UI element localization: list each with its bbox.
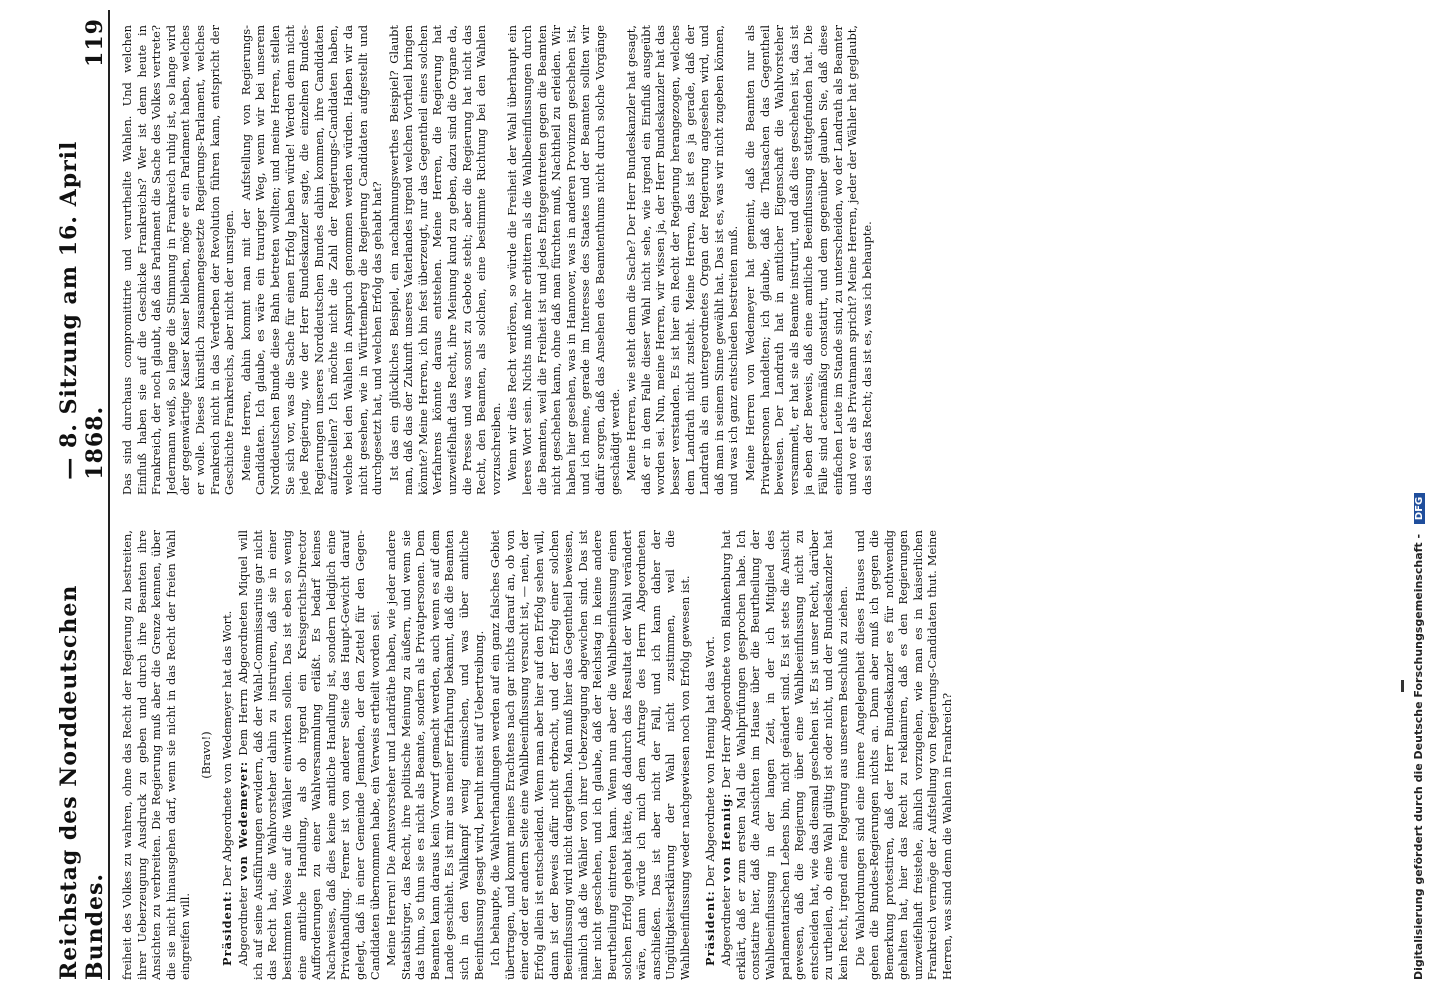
speech-paragraph — [236, 530, 382, 980]
speech-paragraph — [719, 530, 850, 980]
president-remark — [703, 530, 718, 980]
paragraph: Meine Herren von Wedemeyer hat gemeint, daß die Beamten nur als Privatpersonen handelten; ich glaube, daß die Thatsachen das Gegentheil beweisen. Der Landrath hat in amtlicher Eigenschaft die Wahlvorsteher versammelt, er hat sie als Beamte instruirt, und daß dies geschehen ist, das ist ja eben der Beweis, daß eine amtliche Beeinflussung stattgefunden hat. Die Fälle sind actenmäßig constatirt, und dem gegenüber glauben Sie, daß diese einfachen Leute im Stande sind, zu unterscheiden, wo der Landrath als Beamter und wo er als Privatmann spricht? Meine Herren, jeder der Wähler hat geglaubt, das sei das Recht; das ist es, was ich behaupte. — [742, 25, 874, 495]
paragraph: Meine Herren, wie steht denn die Sache? Der Herr Bundeskanzler hat gesagt, daß er in dem Falle dieser Wahl nicht sehe, wie irgend ein Einfluß ausgeübt worden sei. Nun, meine Herren, wir wissen ja, der Herr Bundeskanzler hat das besser verstanden. Es ist hier ein Recht der Regierung herangezogen, welches dem Landrath nicht zusteht. Meine Herren, das ist es ja gerade, daß der Landrath als ein untergeordnetes Organ der Regierung angesehen wird, und daß man in seinem Sinne gewählt hat. Das ist es, was wir nicht zugeben können, und was ich ganz entschieden bestreiten muß. — [624, 25, 741, 495]
paragraph: Wenn wir dies Recht verlören, so würde die Freiheit der Wahl überhaupt ein leeres Wort sein. Nichts muß mehr erbittern als die Wahlbeeinflussungen durch die Beamten, weil die Freiheit ist und jedes Entgegentreten gegen die Beamten nicht geschehen kann, ohne daß man fürchten muß, Nachtheil zu erleiden. Wir haben hier gesehen, was in Hannover, was in anderen Provinzen geschehen ist, und ich meine, gerade im Interesse des Staates und der Beamten sollten wir dafür sorgen, daß das Ansehen des Beamtenthums nicht durch solche Vorgänge geschädigt werde. — [505, 25, 622, 495]
president-remark — [220, 530, 235, 980]
paragraph: Meine Herren, dahin kommt man mit der Aufstellung von Regierungs-Candidaten. Ich glaube, es wäre ein trauriger Weg, wenn wir bei unserem Norddeutschen Bunde diese Bahn betreten wollten; und meine Herren, stellen Sie sich vor, was die Sache für einen Erfolg haben würde! Werden denn nicht jede Regierung, wie der Herr Bundeskanzler sagte, die einzelnen Bundes-Regierungen unseres Norddeutschen Bundes dahin kommen, ihre Candidaten aufzustellen? Ich möchte nicht die Zahl der Regierungs-Candidaten haben, welche bei den Wahlen in Anspruch genommen werden würden. Haben wir da nicht gesehen, wie in Württemberg die Regierung Candidaten aufgestellt und durchgesetzt hat, und welchen Erfolg das gehabt hat? — [238, 25, 385, 495]
president-text: Der Abgeordnete von Hennig hat das Wort. — [702, 636, 717, 887]
left-column — [120, 530, 1414, 980]
publication-title: Reichstag des Norddeutschen Bundes. — [56, 584, 108, 980]
paragraph: Meine Herren! Die Amtsvorsteher und Landräthe haben, wie jeder andere Staatsbürger, das Recht, ihre politische Meinung zu äußern, und wenn sie das thun, so thun sie es nicht als Beamte, sondern als Privatpersonen. Dem Beamten kann daraus kein Vorwurf gemacht werden, auch wenn es auf dem Lande geschieht. Es ist mir aus meiner Erfahrung bekannt, daß die Beamten sich in den Wahlkampf wenig einmischen, und was über amtliche Beeinflussung gesagt wird, beruht meist auf Uebertreibung. — [384, 530, 486, 980]
speech-text: Der Herr Abgeordnete von Blankenburg hat erklärt, daß er zum ersten Mal die Wahlprüfungen gesprochen habe. Ich constatire hier, daß die Ansichten im Hause über die Beurtheilung der Wahlbeeinflussung in der langen Zeit, in der ich Mitglied des parlamentarischen Lebens bin, nicht geändert sind. Es ist stets die Ansicht gewesen, daß die Regierung über eine Wahlbeeinflussung nicht zu entscheiden hat, wie das diesmal geschehen ist. Es ist unser Recht, darüber zu urtheilen, ob eine Wahl gültig ist oder nicht, und der Bundeskanzler hat kein Recht, irgend eine Folgerung aus unserem Beschluß zu ziehen. — [719, 530, 850, 980]
right-column — [120, 25, 1414, 495]
paragraph: Ist das ein glückliches Beispiel, ein nachahmungswerthes Beispiel? Glaubt man, daß das der Zukunft unseres Vaterlandes irgend welchen Vortheil bringen könnte? Meine Herren, ich bin fest überzeugt, nur das Gegentheil eines solchen Verfahrens könnte daraus entstehen. Meine Herren, die Regierung hat unzweifelhaft das Recht, ihre Meinung kund zu geben, dazu sind die Organe da, die Presse und was sonst zu Gebote steht; aber die Regierung hat nicht das Recht, den Beamten, als solchen, eine bestimmte Richtung bei den Wahlen vorzuschreiben. — [386, 25, 503, 495]
speaker-intro: Abgeordneter — [236, 886, 251, 966]
digitization-footer — [1408, 40, 1428, 980]
president-text: Der Abgeordnete von Wedemeyer hat das Wort. — [219, 610, 234, 887]
speaker-name: von Hennig: — [719, 792, 734, 882]
speech-text: Dem Herrn Abgeordneten Miquel will ich auf seine Ausführungen erwidern, daß der Wahl-Commissarius gar nicht das Recht hat, die Wahlvorsteher dahin zu instruiren, daß sie in einer bestimmten Weise auf die Wähler einwirken sollen. Das ist eben so wenig eine amtliche Handlung, als ob irgend ein Kreisgerichts-Director Aufforderungen zu einer Wahlversammlung erläßt. Es bedarf keines Nachweises, daß dies keine amtliche Handlung ist, sondern lediglich eine Privathandlung. Ferner ist von anderer Seite das Haupt-Gewicht darauf gelegt, daß in einer Gemeinde Jemanden, der den Zettel für den Gegen-Candidaten übernommen habe, ein Verweis ertheilt worden sei. — [236, 530, 382, 980]
president-label: Präsident: — [219, 890, 234, 966]
newspaper-page — [56, 0, 1424, 1000]
applause-note: (Bravo!) — [198, 731, 213, 779]
page-number: 119 — [82, 18, 108, 67]
paragraph: freiheit des Volkes zu wahren, ohne das Recht der Regierung zu bestreiten, ihrer Ueberzeugung Ausdruck zu geben und durch ihre Beamten ihre Ansichten zu verbreiten. Die Regierung muß aber die Grenze kennen, über die sie nicht hinausgehen darf, wenn sie nicht in das Recht der freien Wahl eingreifen will. — [120, 530, 193, 980]
paragraph: Die Wahlordnungen sind eine innere Angelegenheit dieses Hauses und gehen die Bundes-Regierungen nichts an. Dann aber muß ich gegen die Bemerkung protestiren, daß der Herr Bundeskanzler es für nothwendig gehalten hat, hier das Recht zu reklamiren, daß es den Regierungen unzweifelhaft freistehe, ähnlich vorzugehen, wie man es in kaiserlichen Frankreich vermöge der Aufstellung von Regierungs-Candidaten thut. Meine Herren, was sind denn die Wahlen in Frankreich? — [852, 530, 955, 980]
dfg-logo: DFG — [1414, 493, 1425, 524]
speaker-name: von Wedemeyer: — [236, 760, 251, 881]
president-label: Präsident: — [702, 890, 717, 966]
spacer — [695, 530, 703, 980]
session-date: — 8. Sitzung am 16. April 1868. — [56, 140, 108, 480]
funding-note: Digitalisierung gefördert durch die Deutsche Forschungsgemeinschaft - — [1412, 533, 1425, 980]
speaker-intro: Abgeordneter — [719, 886, 734, 966]
paragraph: Das sind durchaus compromittirte und verurtheilte Wahlen. Und welchen Einfluß haben sie auf die Geschicke Frankreichs? Wer ist denn heute in Frankreich, der noch glaubt, daß das Parlament die Sache des Volkes vertrete? Jedermann weiß, so lange die Stimmung in Frankreich ruhig ist, so lange wird der gegenwärtige Kaiser Kaiser bleiben, möge er ein Parlament haben, welches er wolle. Dieses künstlich zusammengesetzte Regierungs-Parlament, welches Frankreich nicht in das Verderben der Revolution führen kann, entspricht der Geschichte Frankreichs, aber nicht der unsrigen. — [120, 25, 237, 495]
page-header — [56, 10, 110, 980]
scan-artifact-mark — [1401, 680, 1404, 692]
paragraph: Ich behaupte, die Wahlverhandlungen werden auf ein ganz falsches Gebiet übertragen, und kommt meines Erachtens nach gar nichts darauf an, ob von einer oder der andern Seite eine Wahlbeeinflussung versucht ist, — nein, der Erfolg allein ist entscheidend. Wenn man aber hier auf den Erfolg sehen will, dann ist der Beweis dafür nicht erbracht, und der Erfolg einer solchen Beeinflussung wird nicht dargethan. Man muß hier das Gegentheil beweisen, nämlich daß die Wähler von ihrer Ueberzeugung abgewichen sind. Das ist hier nicht geschehen, und ich glaube, daß der Reichstag in keine andere Beurtheilung eintreten kann. Wenn nun aber die Wahlbeeinflussung einen solchen Erfolg gehabt hätte, daß dadurch das Resultat der Wahl verändert wäre, dann würde ich mich dem Antrage des Herrn Abgeordneten anschließen. Das ist aber nicht der Fall, und ich kann daher der Ungültigkeitserklärung der Wahl nicht zustimmen, weil die Wahlbeeinflussung weder nachgewiesen noch von Erfolg gewesen ist. — [488, 530, 692, 980]
footer-line — [1412, 40, 1425, 980]
